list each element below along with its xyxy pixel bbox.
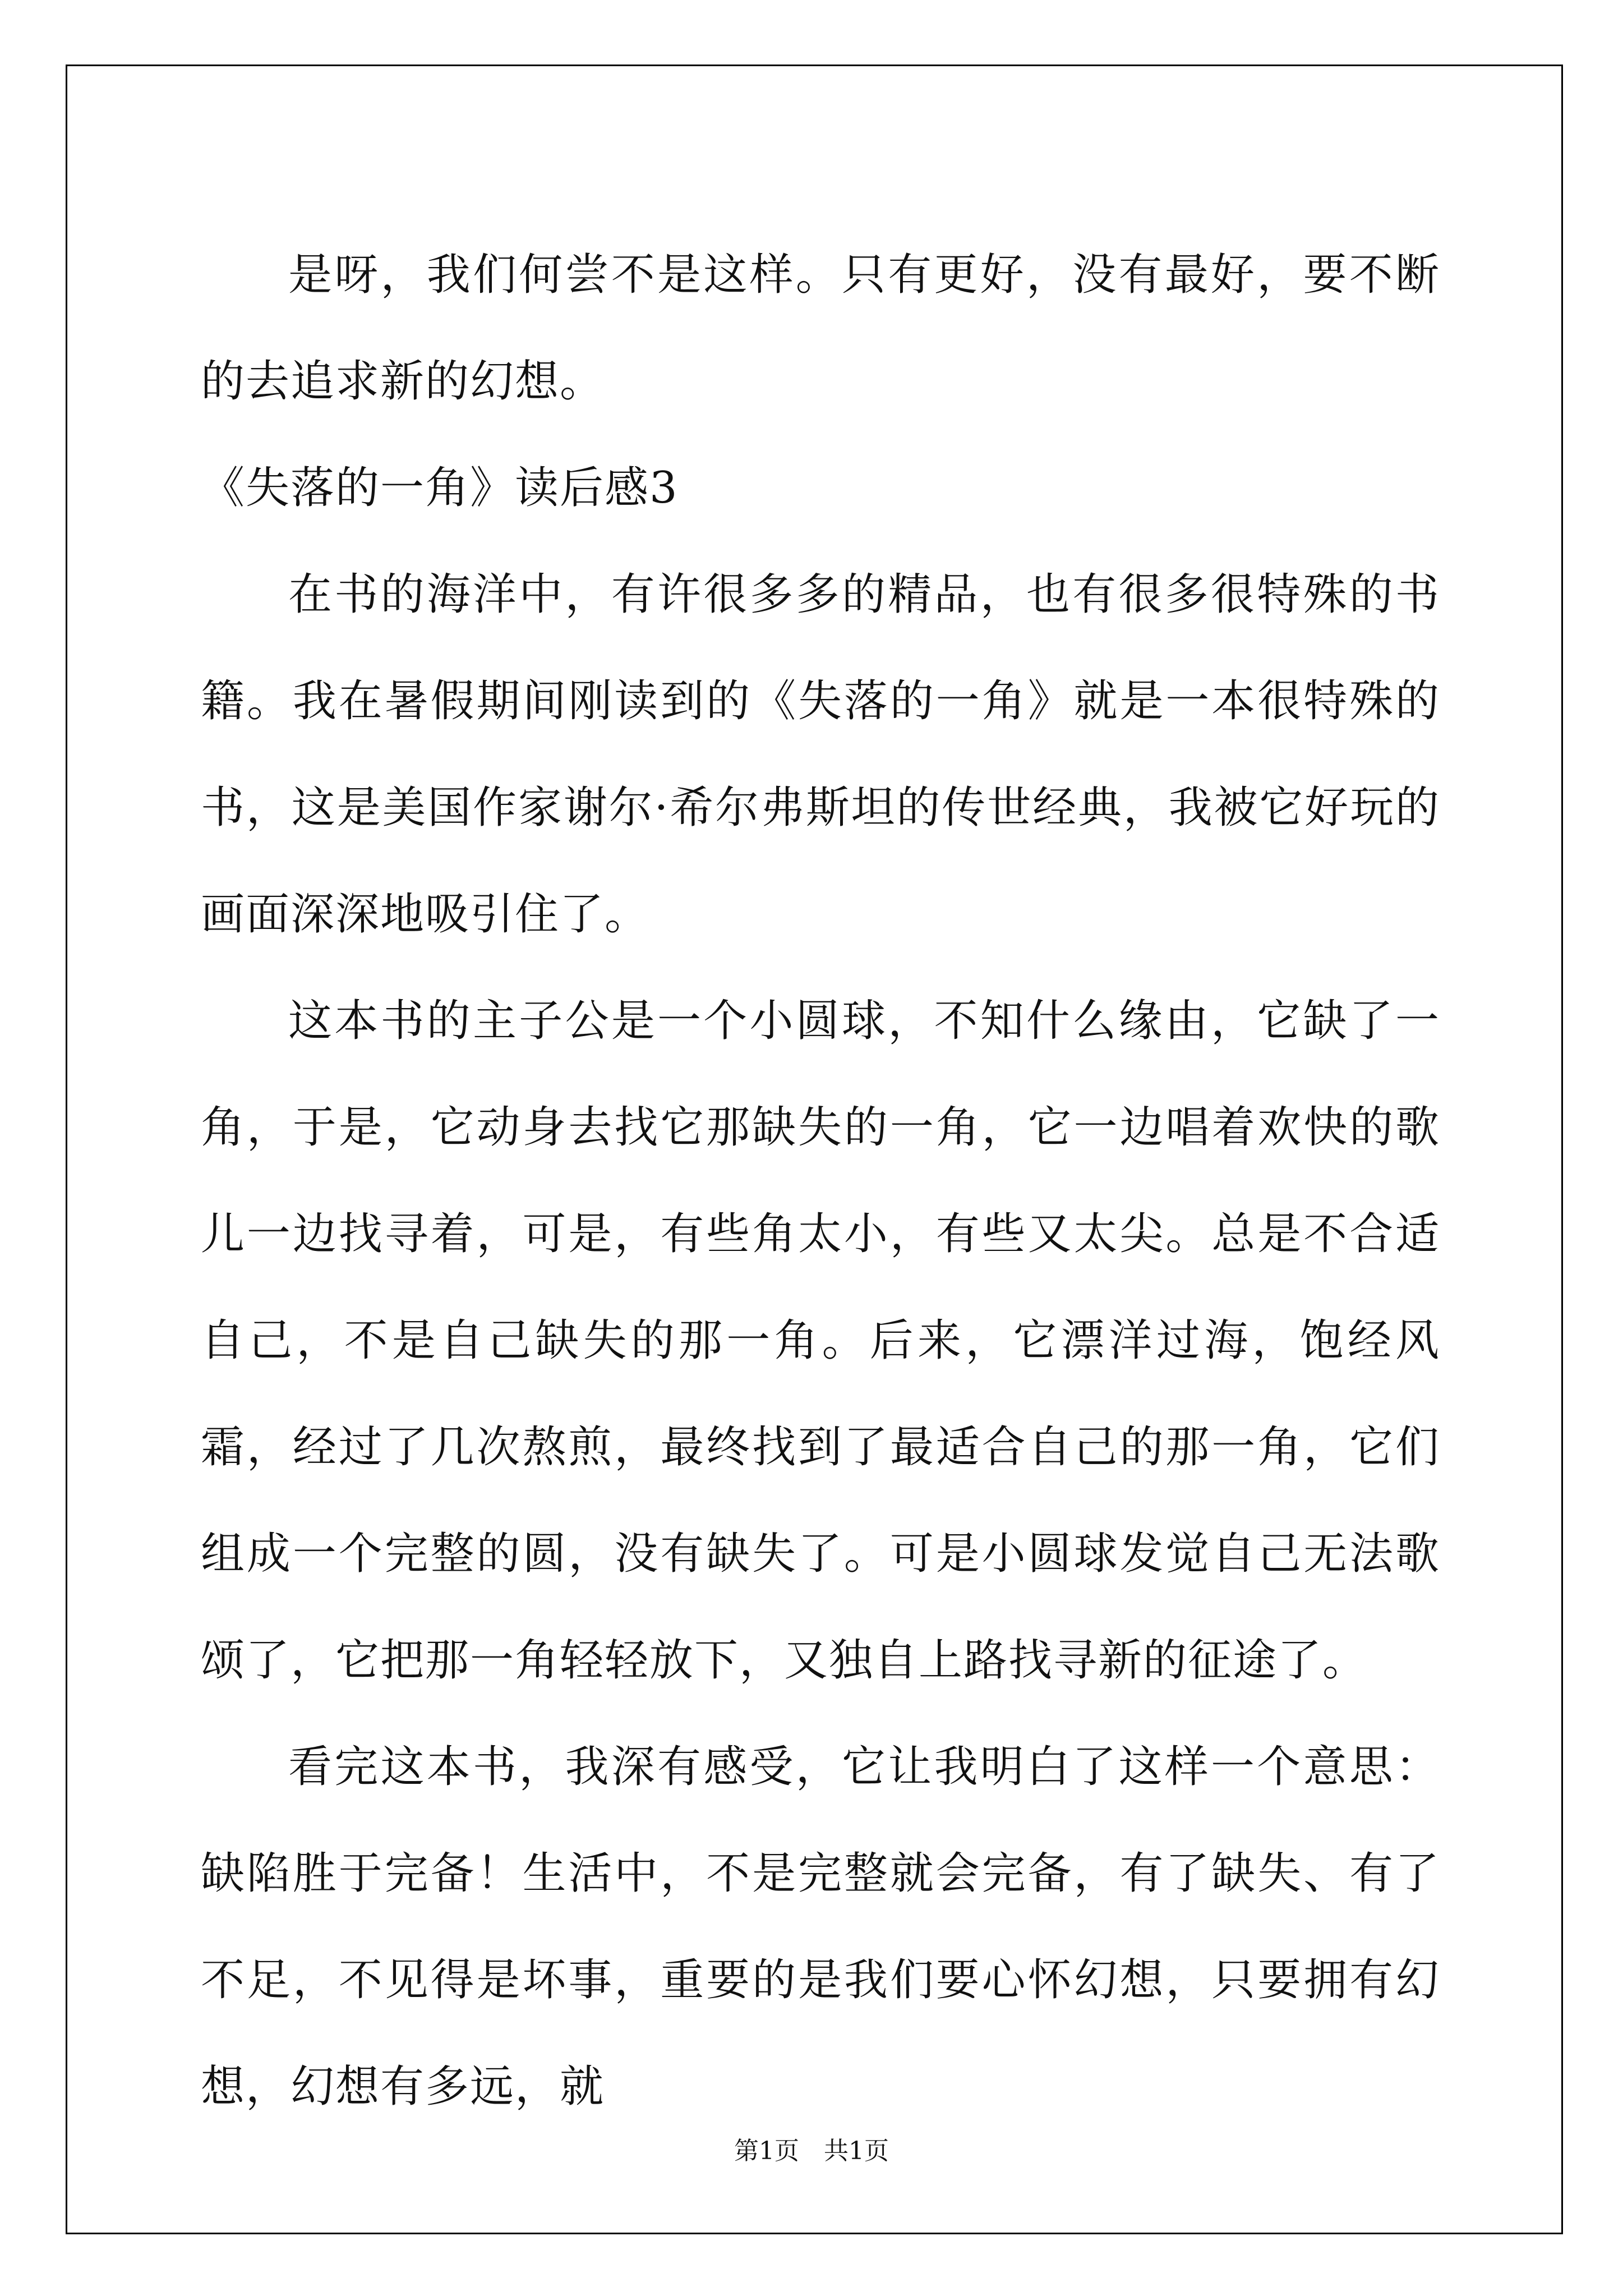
paragraph-2: 在书的海洋中，有许很多多的精品，也有很多很特殊的书籍。我在暑假期间刚读到的《失落的一角》就是一本很特殊的书，这是美国作家谢尔·希尔弗斯坦的传世经典，我被它好玩的画面深深地吸引住了。	[201, 569, 1440, 940]
document-body	[201, 222, 1440, 2140]
paragraph-4: 看完这本书，我深有感受，它让我明白了这样一个意思：缺陷胜于完备！生活中，不是完整就会完备，有了缺失、有了不足，不见得是坏事，重要的是我们要心怀幻想，只要拥有幻想，幻想有多远，就	[201, 1742, 1440, 2112]
section-heading: 《失落的一角》读后感3	[201, 463, 679, 513]
paragraph-3: 这本书的主子公是一个小圆球，不知什么缘由，它缺了一角，于是，它动身去找它那缺失的一角，它一边唱着欢快的歌儿一边找寻着，可是，有些角太小，有些又太尖。总是不合适自己，不是自己缺失的那一角。后来，它漂洋过海，饱经风霜，经过了几次熬煎，最终找到了最适合自己的那一角，它们组成一个完整的圆，没有缺失了。可是小圆球发觉自己无法歌颂了，它把那一角轻轻放下，又独自上路找寻新的征途了。	[201, 996, 1440, 1686]
page-number: 第1页 共1页	[734, 2137, 889, 2165]
paragraph-1: 是呀，我们何尝不是这样。只有更好，没有最好，要不断的去追求新的幻想。	[201, 250, 1440, 407]
